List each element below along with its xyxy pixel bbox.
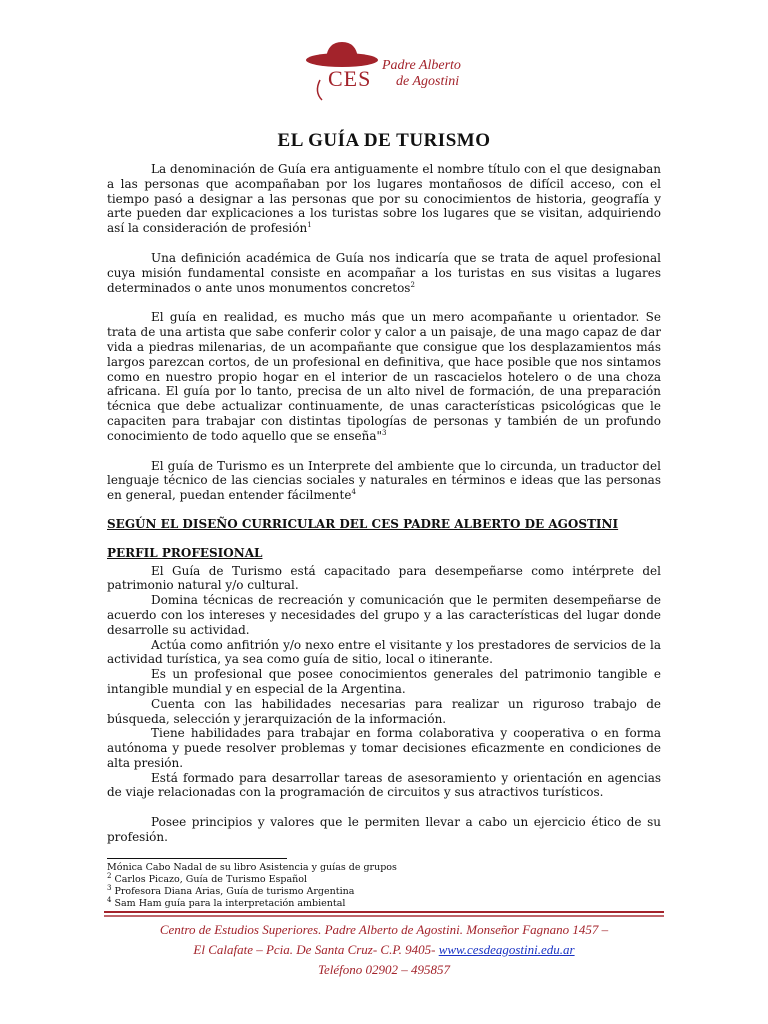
paragraph xyxy=(107,251,661,295)
perfil-item: Está formado para desarrollar tareas de asesoramiento y orientación en agencias de viaje relacionadas con la programación de circuitos y sus atractivos turísticos. xyxy=(107,770,661,800)
perfil-item: El Guía de Turismo está capacitado para desempeñarse como intérprete del patrimonio natural y/o cultural. xyxy=(107,563,661,593)
footer-address: Centro de Estudios Superiores. Padre Alberto de Agostini. Monseñor Fagnano 1457 – xyxy=(159,922,609,937)
paragraph xyxy=(107,310,661,443)
footnote-ref: 4 xyxy=(351,488,356,497)
footnote: $^3$ Profesora Diana Arias, Guía de turismo Argentina xyxy=(107,883,355,897)
paragraph-text: Una definición académica de Guía nos indicaría que se trata de aquel profesional cuya misión fundamental consiste en acompañar a los turistas en sus visitas a lugares determinados o ante unos monumentos concretos xyxy=(107,250,661,295)
paragraph xyxy=(107,459,661,503)
page-footer xyxy=(0,920,768,980)
footnote-ref: 3 xyxy=(382,428,387,437)
perfil-item: Cuenta con las habilidades necesarias para realizar un riguroso trabajo de búsqueda, selección y jerarquización de la información. xyxy=(107,696,661,726)
footnote: Mónica Cabo Nadal de su libro Asistencia y guías de grupos xyxy=(107,862,397,873)
section-heading: SEGÚN EL DISEÑO CURRICULAR DEL CES PADRE ALBERTO DE AGOSTINI xyxy=(107,516,619,531)
footer-location: El Calafate – Pcia. De Santa Cruz- C.P. 9405- www.cesdeagostini.edu.ar xyxy=(193,942,575,957)
footer-phone: Teléfono 02902 – 495857 xyxy=(317,962,451,977)
document-title: EL GUÍA DE TURISMO xyxy=(277,130,491,151)
perfil-item: Domina técnicas de recreación y comunicación que le permiten desempeñarse de acuerdo con los intereses y necesidades del grupo y a las características del lugar donde desarrolle su actividad. xyxy=(107,593,661,637)
paragraph-text: El guía en realidad, es mucho más que un mero acompañante u orientador. Se trata de una artista que sabe conferir color y calor a un paisaje, de una mago capaz de dar vida a piedras milenarias, de un acompañante que consigue que los desplazamientos más largos parezcan cortos, de un profesional en definitiva, que hace posible que nos sintamos como en nuestro propio hogar en el interior de un rascacielos hotelero o de una choza africana. El guía por lo tanto, precisa de un alto nivel de formación, de una preparación técnica que debe actualizar continuamente, de unas características psicológicas que le capaciten para trabajar con distintas tipologías de personas y también de un profundo conocimiento de todo aquello que se enseña" xyxy=(107,310,661,443)
perfil-item: Es un profesional que posee conocimientos generales del patrimonio tangible e intangible mundial y en especial de la Argentina. xyxy=(107,667,661,696)
paragraph-text: El guía de Turismo es un Interprete del ambiente que lo circunda, un traductor del lenguaje técnico de las ciencias sociales y naturales en términos e ideas que las personas en general, puedan entender fácilmente xyxy=(107,458,661,503)
ces-logo xyxy=(300,40,500,106)
perfil-heading: PERFIL PROFESIONAL xyxy=(107,545,263,560)
website-link[interactable]: www.cesdeagostini.edu.ar xyxy=(438,942,575,957)
footnote-ref: 1 xyxy=(307,221,312,230)
perfil-item: Tiene habilidades para trabajar en forma colaborativa y cooperativa o en forma autónoma y puede resolver problemas y tomar decisiones eficazmente en condiciones de alta presión. xyxy=(107,726,661,770)
logo-ces-text: CES xyxy=(328,66,372,91)
footer-rule xyxy=(104,915,664,917)
document-body xyxy=(107,162,661,845)
logo-name-line2: de Agostini xyxy=(396,74,460,89)
perfil-item: Actúa como anfitrión y/o nexo entre el visitante y los prestadores de servicios de la actividad turística, ya sea como guía de sitio, local o itinerante. xyxy=(107,637,661,667)
footnote: $^2$ Carlos Picazo, Guía de Turismo Español xyxy=(107,871,308,885)
footnote-divider xyxy=(107,858,287,859)
paragraph xyxy=(107,162,661,236)
footnotes xyxy=(107,862,661,910)
footer-rule xyxy=(104,911,664,913)
footnote-ref: 2 xyxy=(410,280,415,289)
closing-paragraph: Posee principios y valores que le permiten llevar a cabo un ejercicio ético de su profesión. xyxy=(107,815,661,845)
logo-name-line1: Padre Alberto xyxy=(382,58,461,73)
footnote: $^4$ Sam Ham guía para la interpretación ambiental xyxy=(107,895,346,909)
paragraph-text: La denominación de Guía era antiguamente el nombre título con el que designaban a las personas que acompañaban por los lugares montañosos de difícil acceso, con el tiempo pasó a designar a las personas que por su conocimientos de historia, geografía y arte pueden dar explicaciones a los turistas sobre los lugares que se visitan, adquiriendo así la consideración de profesión xyxy=(107,162,661,236)
